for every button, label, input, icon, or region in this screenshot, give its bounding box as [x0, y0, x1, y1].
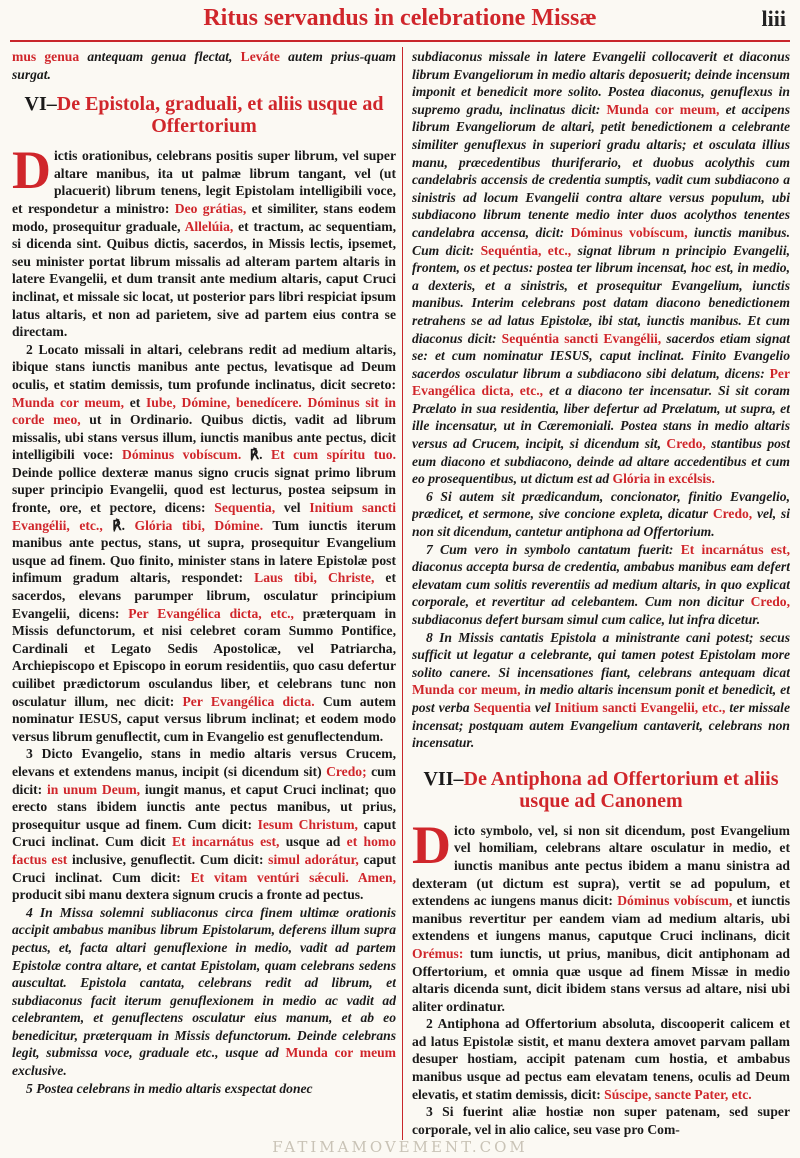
- paragraph-vi-4: [12, 904, 396, 1080]
- body-text: inclusive, genuflectit. Cum dicit:: [67, 851, 269, 867]
- body-text: autem prius-quam surgat.: [12, 49, 396, 82]
- rubric-text: mus genua: [12, 49, 80, 64]
- body-text: et: [124, 394, 146, 410]
- rubric-text: Et vitam ventúri sǽculi. Amen,: [190, 869, 396, 885]
- rubric-text: Dóminus vobíscum.: [122, 447, 242, 463]
- body-text: tum iunctis, ut prius, manibus, dicit antiphonam ad Offertorium, et omnia quæ usque ad finem Missæ in medio altaris dicenda sunt, dicit ibidem stans versus ad altare, nisi ubi aliter ordinatur.: [412, 945, 790, 1014]
- rubric-text: Iube, Dómine, benedícere. Dóminus sit in corde meo,: [12, 394, 396, 428]
- page-number: liii: [761, 6, 786, 31]
- rubric-text: et homo factus est: [12, 834, 396, 867]
- rubric-text: Iesum Christum,: [257, 816, 358, 832]
- rubric-text: Et cum spíritu tuo.: [271, 447, 396, 463]
- section-vi-title: De Epistola, graduali, et aliis usque ad Offertorium: [56, 93, 384, 138]
- body-text: et accipens librum Evangeliorum de altari, petit benedictionem a celebrante similiter genuflexus in superiori gradu altaris; et osculata illius manu, præcedentibus thuriferario, et duobus acolythis cum candelabris accensis de credentia sumptis, vadit cum subdiacono a sinistris ad locum Evangelii contra altare versus populum, ubi subdiacono librum tenente medio inter duos acolythos tenentes candelabra accensa, dicit:: [412, 101, 790, 240]
- body-text: vel: [530, 699, 555, 715]
- body-text: iunctis manibus. Cum dicit:: [412, 224, 790, 258]
- right-column: [412, 48, 790, 1140]
- rubric-text: Initium sancti Evangélii, etc.,: [12, 500, 396, 533]
- body-text: iungit manus, et caput Cruci inclinat; quo erecto stans ibidem iunctis ante pectus manibus, ut prius, prosequitur usque ad finem. Cum dicit:: [12, 781, 396, 832]
- body-text: ℟.: [241, 447, 272, 463]
- body-text: signat librum n principio Evangelii, frontem, os et pectus: postea ter librum incensat, hoc est, in medio, a dexteris, et a sinistris, et prosequitur Evangelium, iunctis manibus. Interim celebrans post datam diacono benedictionem retrahens se ad latus Epistolæ, ibi stat, iunctis manibus. Et cum diaconus dicit:: [412, 242, 790, 346]
- rubric-text: Sequentia: [473, 699, 531, 715]
- rubric-text: Laus tibi, Christe,: [254, 570, 375, 586]
- body-text: ter missale incensat; postquam autem Evangelium cantaverit, celebrans non incensatur.: [412, 699, 790, 751]
- drop-cap: D: [12, 140, 51, 201]
- body-text: ut in Ordinario. Quibus dictis, vadit ad librum missalis, ubi stans versus illum, iunctis manibus ante pectus, dicit intelligibili voce:: [12, 412, 396, 463]
- body-text: 3 Dicto Evangelio, stans in medio altaris versus Crucem, elevans et extendens manus, incipit (si dicendum sit): [12, 746, 396, 779]
- body-text: 7 Cum vero in symbolo cantatum fuerit:: [426, 541, 681, 557]
- body-text: 4 In Missa solemni subliaconus circa finem ultimæ orationis accipit ambabus manibus librum Epistolarum, deferens illum supra pectus, et, facta altari genuflexione in medio, vadit ad partem Epistolæ contra altare, et cantat Epistolam, quam celebrans sedens auscultat. Epistola cantata, celebrans redit ad librum, et subdiaconus facit iterum genuflexionem in medio ac vadit ad celebrantem, et genuflectens osculatur eius manum, et ab eo benedicitur, præterquam in Missis defunctorum. Deinde celebrans legit, submissa voce, graduale etc., usque ad: [12, 904, 396, 1061]
- rubric-text: Munda cor meum: [285, 1045, 396, 1061]
- paragraph-vi-1: [12, 140, 396, 341]
- body-text: Tum iunctis iterum manibus ante pectus, stans, ut supra, prosequitur Evangelium usque ad finem. Quo finito, minister stans in latere Epistolæ post infimum gradum altaris, respondet:: [12, 517, 396, 586]
- rubric-text: Initium sancti Evangelii, etc.,: [554, 699, 726, 715]
- body-text: 8 In Missis cantatis Epistola a ministrante cani potest; secus sufficit ut legatur a celebrante, qui tamen potest Epistolam more solito canere. Si incensationes fiant, celebrans antequam dicat: [412, 629, 790, 680]
- body-text: et similiter, stans eodem modo, prosequitur graduale,: [12, 200, 396, 234]
- body-text: producit sibi manu dextera signum crucis a fronte ad pectus.: [12, 887, 364, 903]
- rubric-text: Glória tibi, Dómine.: [134, 517, 264, 533]
- page-header: [0, 0, 800, 40]
- paragraph-vi-7: [412, 541, 790, 629]
- paragraph-vi-1-text: [12, 140, 396, 340]
- body-text: et iunctis manibus revertitur per eandem viam ad medium altaris, ubi extendens et iungens manus, caputque Cruci inclinans, dicit: [412, 893, 790, 944]
- body-text: vel, si non sit dicendum, cantetur antiphona ad Offertorium.: [412, 506, 790, 540]
- paragraph-vii-2: [412, 1015, 790, 1103]
- rubric-text: Leváte: [240, 49, 280, 64]
- body-text: diaconus accepta bursa de credentia, ambabus manibus eam defert elevatam cum solitis reverentiis ad medium altaris, in quo explicat corporale, et revertitur ad celebantem. Cum non dicitur: [412, 559, 790, 610]
- paragraph-vii-1-text: [412, 814, 790, 1014]
- paragraph-vi-5-cont: [412, 48, 790, 488]
- body-text: ℟.: [102, 517, 135, 533]
- header-rule: [10, 40, 790, 42]
- body-text: præterquam in Missis defunctorum, et nisi celebret coram Summo Pontifice, Cardinali et Legato Sedis Apostolicæ, vel Patriarcha, Archiepiscopo et Episcopo in eorum residentiis, quo casu defertur cuilibet prædictorum osculandus liber, et celebrans tunc non osculatur illum, nec dicit:: [12, 605, 396, 709]
- rubric-text: Dóminus vobíscum,: [570, 224, 688, 240]
- rubric-text: Allelúia,: [184, 218, 234, 234]
- body-text: antequam genua flectat,: [79, 49, 241, 64]
- rubric-text: Glória in excélsis.: [612, 471, 715, 487]
- running-title: Ritus servandus in celebratione Missæ: [203, 5, 597, 31]
- rubric-text: Munda cor meum,: [412, 682, 521, 698]
- rubric-text: Munda cor meum,: [606, 101, 720, 117]
- section-vi-number: VI–: [24, 93, 57, 116]
- body-text: ictis orationibus, celebrans positis super librum, vel super altare manibus, ita ut palmæ librum tangant, vel (ut placuerit) librum tenens, legit Epistolam intelligibili voce, et respondetur a ministro:: [12, 148, 396, 216]
- rubric-text: in unum Deum,: [47, 781, 141, 797]
- section-vi-heading: [12, 93, 396, 137]
- rubric-text: Per Evangélica dicta, etc.,: [412, 365, 790, 399]
- section-vii-title: De Antiphona ad Offertorium et aliis usque ad Canonem: [463, 767, 779, 812]
- paragraph-vi-5: [12, 1080, 396, 1098]
- column-divider: [402, 47, 403, 1140]
- section-vii-number: VII–: [423, 767, 464, 790]
- rubric-text: Munda cor meum,: [12, 394, 124, 410]
- body-text: icto symbolo, vel, si non sit dicendum, post Evangelium vel homiliam, celebrans altare osculatur in medio, et iunctis manibus ante pectus ibidem a manu sinistra ad dexteram (ut dictum est supra), vertit se ad populum, et extendens ac iungens manus dicit:: [412, 822, 790, 909]
- body-text: stantibus post eum diacono et subdiacono, deinde ad altare accedentibus et cum eo prosequentibus, ut dictum est ad: [412, 436, 790, 487]
- paragraph-vi-6: [412, 488, 790, 541]
- body-text: subdiaconus defert bursam simul cum calice, lut infra dicetur.: [412, 612, 761, 627]
- drop-cap: D: [412, 814, 451, 875]
- rubric-text: Et incarnátus est,: [680, 541, 790, 557]
- body-text: sacerdos etiam signat se: et cum nominatur IESUS, caput inclinat. Finito Evangelio sacerdos osculatur librum a subdiacono sibi delatum, dicens:: [412, 330, 790, 381]
- paragraph-vii-3: [412, 1103, 790, 1138]
- body-text: et sacerdos, elevans parumper librum, osculatur principium Evangelii, dicens:: [12, 570, 396, 621]
- paragraph-vi-3: [12, 745, 396, 903]
- body-text: 6 Si autem sit prædicandum, concionator, finitio Evangelio, prædicet, et sermone, sive concione expleta, dicatur: [412, 488, 790, 522]
- body-text: cum dicit:: [12, 763, 396, 797]
- rubric-text: Súscipe, sancte Pater, etc.: [604, 1086, 752, 1102]
- rubric-text: Sequéntia sancti Evangélii,: [501, 330, 662, 346]
- body-text: caput Cruci inclinat. Cum dicit: [12, 816, 396, 850]
- rubric-text: Per Evangélica dicta.: [182, 693, 315, 709]
- body-text: exclusive.: [12, 1063, 67, 1079]
- left-column: [12, 48, 396, 1140]
- rubric-text: Credo;: [326, 763, 367, 779]
- body-text: Deinde pollice dexteræ manus signo crucis signat primo librum super principio Evangelii, quod est lecturus, postea seipsum in fronte, ore, et pectore, dicens:: [12, 464, 396, 516]
- body-text: caput Cruci inclinat. Cum dicit:: [12, 851, 396, 885]
- left-intro: [12, 48, 396, 83]
- rubric-text: Dóminus vobíscum,: [617, 893, 733, 909]
- body-text: 5 Postea celebrans in medio altaris exspectat donec: [26, 1080, 313, 1096]
- rubric-text: simul adorátur,: [268, 851, 359, 867]
- body-text: vel: [275, 500, 310, 516]
- rubric-text: Sequentia,: [214, 500, 276, 516]
- body-text: et tractum, ac sequentiam, si dicenda sint. Quibus dictis, sacerdos, in Missis lectis, ipsemet, seu minister portat librum missalis ad alteram partem altaris in latere Evangelii, et dum transit ante medium altaris, caput Cruci inclinat, et missale sic locat, ut posterior pars libri respiciat ipsum latus altaris, et non ad parietem, sive ad partem eius contra se directam.: [12, 218, 396, 340]
- body-text: Cum autem nominatur IESUS, caput versus librum inclinat; et eodem modo versus librum genuflectit, cum in Evangelio est genuflectendum.: [12, 693, 396, 744]
- rubric-text: Deo grátias,: [174, 200, 247, 216]
- watermark: FATIMAMOVEMENT.COM: [272, 1138, 528, 1156]
- section-vii-heading: [412, 768, 790, 812]
- body-text: 3 Si fuerint aliæ hostiæ non super patenam, sed super corporale, vel in alio calice, seu vase pro Com-: [412, 1104, 790, 1137]
- body-text: 2 Locato missali in altari, celebrans redit ad medium altaris, ibique stans iunctis manibus ante pectus, levatisque ad Deum oculis, et statim demissis, tum profunde inclinatus, dicit secreto:: [12, 341, 396, 392]
- rubric-text: Per Evangélica dicta, etc.,: [128, 605, 294, 621]
- paragraph-vi-2: [12, 341, 396, 746]
- rubric-text: Credo,: [712, 506, 753, 522]
- body-text: 2 Antiphona ad Offertorium absoluta, discooperit calicem et ad latus Epistolæ sistit, et manu dextera amovet parvam pallam desuper hostiam, accipit patenam cum hostia, et ambabus manibus usque ad pectus eam elevatam tenens, oculis ad Deum elevatis, et statim demissis, dicit:: [412, 1016, 790, 1102]
- rubric-text: Sequéntia, etc.,: [480, 242, 572, 258]
- rubric-text: Credo,: [750, 594, 790, 610]
- paragraph-vii-1: [412, 814, 790, 1016]
- body-text: et a diacono ter incensatur. Si sit coram Prælato in sua residentia, liber defertur ad Prælatum, ut supra, et ille incensatur, ut in Cæremoniali. Postea stans in medio altaris versus ad Crucem, incipit, si dicendum sit,: [412, 383, 790, 452]
- body-text: usque ad: [279, 834, 347, 850]
- rubric-text: Orémus:: [412, 945, 464, 961]
- rubric-text: Credo,: [666, 436, 706, 452]
- body-text: subdiaconus missale in latere Evangelii collocaverit et diaconus librum Evangeliorum in medio altaris deposuerit; deinde incensum imponit et benedicit more solito. Postea diaconus, genuflexus in supremo gradu, inclinatus dicit:: [412, 49, 790, 117]
- paragraph-vi-8: [412, 629, 790, 752]
- body-text: in medio altaris incensum ponit et benedicit, et post verba: [412, 682, 790, 715]
- rubric-text: Et incarnátus est,: [172, 834, 280, 850]
